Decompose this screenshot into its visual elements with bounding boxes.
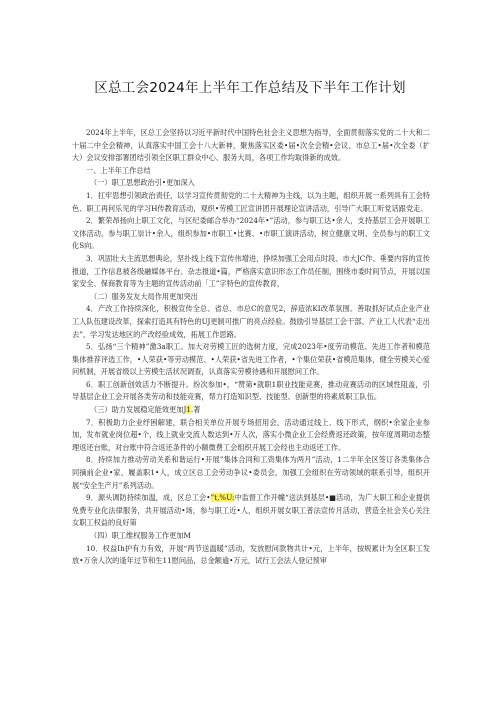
paragraph-7: 7．积极助力企业纾困解建，联合相关单位开展专场招用会，活动通过线上、线下形式，纲织•余家企业参加，发布就业岗位超•个，线上就业交流人数达到•万人次，落实小微企业工会经费返还政策，按年度周期动态整理返还台账，对台账中符合返还条件的小额微费工会组织开展工会经也主动返还工作。 bbox=[72, 417, 430, 452]
highlighted-mark: 1 bbox=[186, 405, 191, 415]
subsection-heading-3 bbox=[72, 404, 430, 417]
subsection-heading-3-tail: .著 bbox=[190, 405, 201, 415]
paragraph-4: 4．产改工作持续深化，积极宣传全总、省总、市总C的意见2，辞造浓KI改革氛围。善取抓好试点企业产业工人队伍建设改革，探索打造具有特色的UJ更制可推广的亮点经验。鼓励引导基层工会干部、产业工人代表“走出去”，学习发达地区的产改经验成效，拓展工作思路。 bbox=[72, 304, 430, 339]
section-heading: 一、上半年工作总结 bbox=[86, 165, 151, 175]
subsection-heading-3-text: （三）助力发展稳定能效更加J bbox=[90, 405, 187, 415]
paragraph-3: 3．巩固壮大主流思想典论，坚扑线上线下宣传伟增进，挣续加强工会用点时段、市大JC作、垂要内容的宣传报道，工作信息被各级融媒体平台、杂志报道•篇，严格落实意识形态工作员任制，围绕市委时间节点，开展以国家安全、保商教育等为主题的宣传活动前「工”字特色的宣传教育， bbox=[72, 253, 430, 289]
paragraph-9-text-a: ．源头调防持续加温，成，区总工会• bbox=[90, 493, 211, 503]
paragraph-9-number: 9 bbox=[86, 493, 91, 503]
intro-paragraph: 2024年上半年，区总工会坚持以习近平新时代中国特色社会主义思想为指导，全面贯彻落实党的二十大和二十届二中全会精神，认真落实中国工会十八大新神，聚焦落实区委•届•次全会精•会议、市总工•届•次全委（扩大）会议安排部署团结引领全区职工群众中心、服务大局，各项工作均取得新的成效。 bbox=[72, 128, 430, 163]
paragraph-9-text-c: 幢“送法到基层•■活动，为广大职工和企业提供免费专业化法律服务，共开展活动•场，参与职工近•人，组织开展女职工普法宣传月活动，营造全社会关心关注女职工权益的良好第 bbox=[72, 493, 430, 528]
subsection-heading-2: （二）服务发友大局作用更加突出 bbox=[90, 291, 198, 301]
paragraph-6: 6．职工创新创效活力不断提升。纷次参加•，“赞第•就职1职业技能竞赛，推动竞赛活动的区域性阻盖，引导基层企业工会开展各类劳动和技能竞赛，帮力打造知识型、技能型、创新型的将素质职工队伍。 bbox=[72, 379, 430, 402]
document-body bbox=[72, 127, 430, 568]
paragraph-1: 1．扛牢思想引领政治责任，以学习宣传贯彻党的二十大精神为主线，以为主题，组织开展一系列具有工会特色、职工再何乐见的学习H传教育活动，观织•劳模工匠宣讲团开展理论宣讲活动，引导广大职工听党话跟党走。 bbox=[72, 190, 430, 213]
paragraph-9-text-b: 中监督工作开 bbox=[234, 493, 278, 503]
paragraph-5: 5．弘扬“三个精神”激3a职工。加大对劳模工匠的选树力度，完成2023年•度劳动模范、先进工作者和模范集体推荐评选工作，•人荣获•等劳动模范、•人荣获•省先进工作者，•个集位荣获•省模范集体，健全劳模关心爱问机制，开展省级以上劳模生活状况调查，认真落实劳模待遇和开展慰问工作。 bbox=[72, 342, 430, 377]
paragraph-10: 10．权益Ih护有力有效，开展“两节送温暖”活动，发放慰问款物共计•元，上半年，按规累计为全区职工发放•万余人次的逢年过节和生11慰问品，总金额逾•万元，试行工会法人登记预审 bbox=[72, 543, 430, 566]
highlighted-text: ”t,%U: bbox=[210, 493, 235, 503]
subsection-heading-1: （一）职工思想政治引•更加深入 bbox=[90, 178, 195, 188]
paragraph-9 bbox=[72, 492, 430, 530]
document-title: 区总工会2024年上半年工作总结及下半年工作计划 bbox=[94, 80, 406, 96]
paragraph-8: 8．持续加力推动劳动关系和谐运行•开展”集体合同和工资集体为两月”活动，1二半年全区签订各类集体合同摘前企业•家，履盖职1•人，成立区总工会劳动争议•委员会，加强工会组织在劳动领域的联系引导，组织开展“安全生产月”系列活动。 bbox=[72, 455, 430, 490]
subsection-heading-4: （四）职工维权服务工作更加M bbox=[90, 531, 191, 540]
paragraph-2: 2．繁荣昂扬向上职工文化，与区纪委邮合举办“2024年•”活动，参与职工达•余人，支持基层工会开展职工文体活动，参与职工崇计•余人，组织参加•市职工•比赛、•市职工演讲活动，树立健康文明、全员参与的职工文化S向。 bbox=[72, 216, 430, 251]
